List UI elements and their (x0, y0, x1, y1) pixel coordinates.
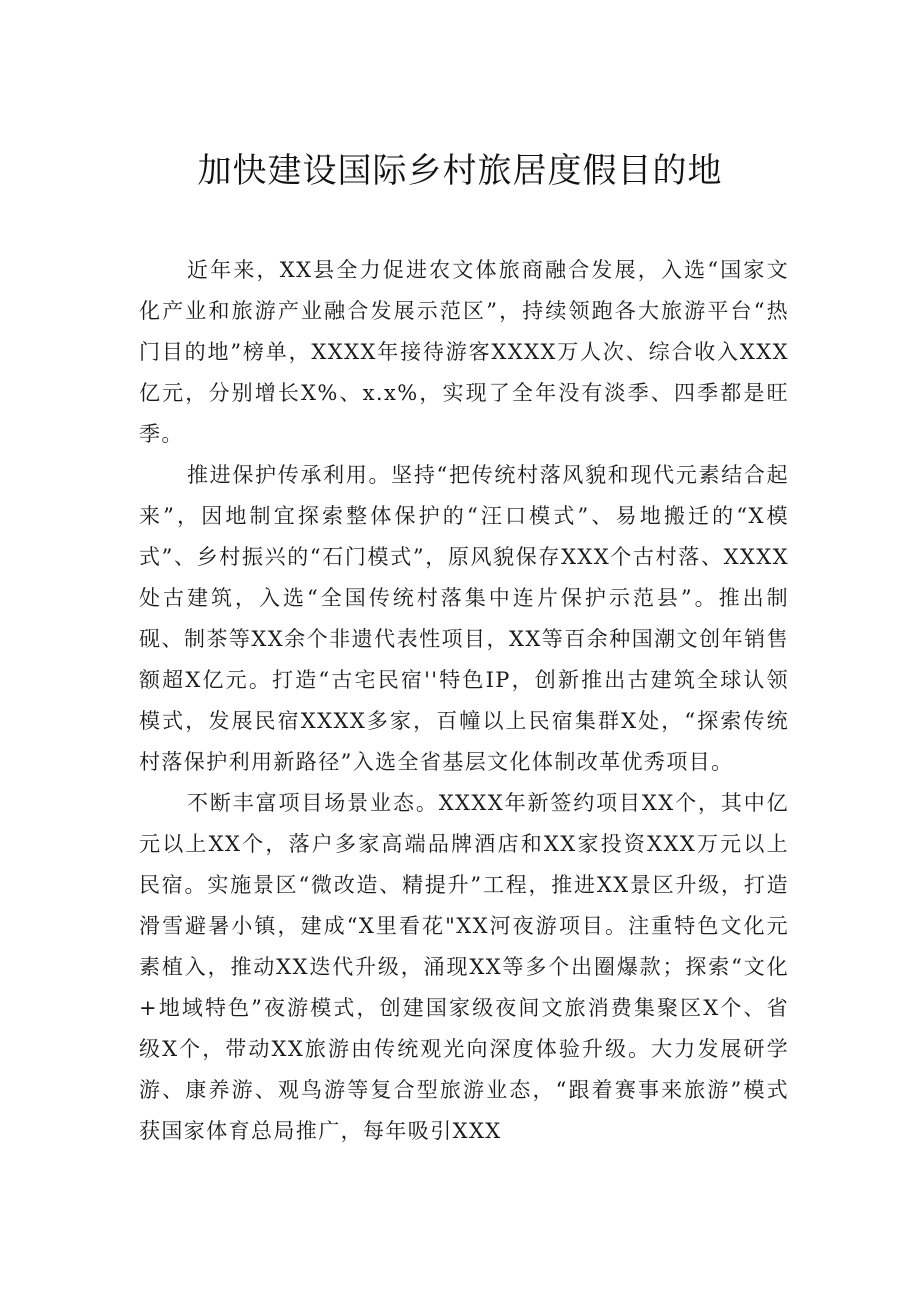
paragraph-intro: 近年来，XX县全力促进农文体旅商融合发展，入选“国家文化产业和旅游产业融合发展示范区”，持续领跑各大旅游平台“热门目的地”榜单，XXXX年接待游客XXXX万人次、综合收入XXX亿元，分别增长X%、x.x%，实现了全年没有淡季、四季都是旺季。 (139, 258, 789, 446)
paragraph-protection-heritage: 推进保护传承利用。坚持“把传统村落风貌和现代元素结合起来”，因地制宜探索整体保护的“汪口模式”、易地搬迁的“X模式”、乡村振兴的“石门模式”，原风貌保存XXX个古村落、XXXX处古建筑，入选“全国传统村落集中连片保护示范县”。推出制砚、制茶等XX余个非遗代表性项目，XX等百余种国潮文创年销售额超X亿元。打造“古宅民宿''特色IP，创新推出古建筑全球认领模式，发展民宿XXXX多家，百幢以上民宿集群X处，“探索传统村落保护利用新路径”入选全省基层文化体制改革优秀项目。 (139, 463, 789, 774)
document-body (139, 250, 789, 1152)
document-title: 加快建设国际乡村旅居度假目的地 (197, 151, 723, 191)
paragraph-project-scenes: 不断丰富项目场景业态。XXXX年新签约项目XX个，其中亿元以上XX个，落户多家高端品牌酒店和XX家投资XXX万元以上民宿。实施景区“微改造、精提升”工程，推进XX景区升级，打造滑雪避暑小镇，建成“X里看花"XX河夜游项目。注重特色文化元素植入，推动XX迭代升级，涌现XX等多个出圈爆款；探索“文化+地域特色”夜游模式，创建国家级夜间文旅消费集聚区X个、省级X个，带动XX旅游由传统观光向深度体验升级。大力发展研学游、康养游、观鸟游等复合型旅游业态，“跟着赛事来旅游”模式获国家体育总局推广，每年吸引XXX (139, 791, 789, 1143)
